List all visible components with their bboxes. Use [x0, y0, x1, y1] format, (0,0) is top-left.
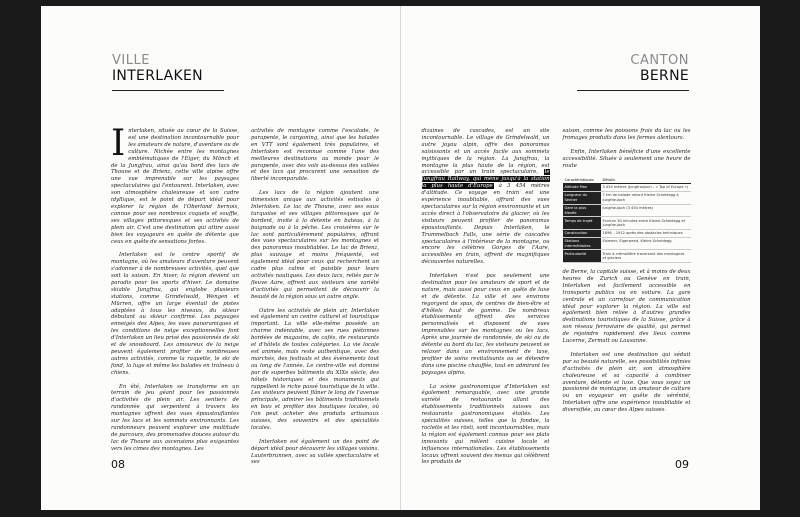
table-row — [563, 192, 691, 205]
table-key-cell: Altitude Max — [563, 184, 601, 192]
drop-cap: I — [111, 123, 126, 164]
left-kicker: VILLE — [112, 53, 150, 68]
table-key-cell: Stations intermédiaires — [563, 237, 601, 250]
right-page-number: 09 — [675, 458, 689, 471]
left-column-1 — [111, 123, 240, 459]
table-header-cell: Caractéristiques — [563, 176, 601, 183]
paragraph: activités de montagne comme l'escalade, le parapente, le canyoning, ainsi que les balades en VTT sont également très populaires, et Interlaken est reconnue comme l'une des meilleures destinations au monde pour le parapente, avec des vols au-dessus des vallées et des lacs qui procurent une sensation de liberté incomparable. — [251, 128, 379, 183]
left-title-rule — [112, 90, 224, 91]
paragraph: dizaines de cascades, est un site incontournable. Le village de Grindelwald, un autre joyau alpin, offre des panoramas saisissants et un accès facile aux sommets mythiques de la région. La Jungfrau, la montagne la plus haute de la région, est accessible par un train spectaculaire, le Jungfrau Railway, qui mène jusqu'à la station la plus haute d'Europe à 3 454 mètres d'altitude. Ce voyage en train est une expérience inoubliable, offrant des vues spectaculaires sur la région environnante et un accès direct à l'observatoire du glacier, où les visiteurs peuvent profiter de panoramas époustouflants. Depuis Interlaken, le Trummelbach Falls, une série de cascades spectaculaires à l'intérieur de la montagne, ou encore les célèbres Gorges de l'Aare, accessibles en train, offrent de magnifiques découvertes naturelles. — [421, 128, 550, 266]
table-value-cell: Environ 30 minutes entre Kleine Scheidegg et Jungfraujoch — [601, 217, 691, 230]
table-row — [563, 184, 691, 192]
right-title-rule — [577, 90, 689, 91]
paragraph: Interlaken est également un des point de départ idéal pour découvrir les villages voisins. Lauterbrunnen, avec sa vallée spectaculaire et ses — [251, 438, 379, 466]
table-key-cell: Particularité — [563, 250, 601, 263]
right-page — [400, 6, 761, 510]
table-key-cell: Temps de trajet — [563, 217, 601, 230]
table-value-cell: 3 454 mètres (Jungfraujoch – « Top of Europe ») — [601, 184, 691, 192]
table-value-cell: Eismeer, Eigerwand, Kleine Scheidegg — [601, 237, 691, 250]
table-row — [563, 204, 691, 217]
info-table — [563, 176, 691, 263]
left-title: INTERLAKEN — [112, 68, 203, 84]
paragraph: La scène gastronomique d'Interlaken est également remarquable, avec une grande variété de restaurants allant des établissements traditionnels suisses aux restaurants gastronomiques étoilés. Les spécialités suisses, telles que la fondue, la raclette et les rösti, sont incontournables, mais la région est également connue pour ses plats innovants qui mêlent cuisine locale et influences internationales. Les établissements locaux offrent souvent des menus qui célèbrent les produits de — [421, 383, 550, 466]
paragraph: Interlaken, située au cœur de la Suisse, est une destination incontournable pour les amateurs de nature, d'aventure ou de culture. Nichée entre les montagnes emblématiques de l'Eiger, du Mönch et de la Jungfrau, ainsi qu'au bord des lacs de Thoune et de Brienz, cette ville alpine offre une vue imprenable sur les paysages spectaculaires qui l'entourent. Interlaken, avec son atmosphère chaleureuse et son cadre idyllique, est le point de départ idéal pour explorer la région de l'Oberland bernois, connue pour ses nombreux coquets et souffle, ses villages pittoresques et ses activités de plein air. C'est une destination qui attire aussi bien les voyageurs en quête de détente que ceux en quête de sensations fortes. — [111, 123, 240, 245]
magazine-spread — [41, 6, 760, 510]
table-header-row — [563, 176, 691, 183]
paragraph: saison, comme les poissons frais du lac ou les fromages produits dans les fermes alentours. — [562, 128, 691, 141]
right-title: BERNE — [640, 68, 689, 84]
left-page-number: 08 — [111, 458, 125, 471]
right-column-2 — [563, 128, 691, 421]
table-value-cell: 7 km de balade reliant Kleine Scheidegg à Jungfraujoch — [601, 192, 691, 205]
table-value-cell: Train à crémaillère traversant des montagnes et glaciers — [601, 250, 691, 263]
paragraph: Outre les activités de plein air, Interlaken est également un centre culturel et touristique important. La ville elle-même possède un charme indéniable, avec ses rues piétonnes bordées de magasins, de cafés, de restaurants et d'hôtels de toutes catégories. La vie locale est animée, mais reste authentique, avec des marchés, des festivals et des événements tout au long de l'année. Le centre-ville est dominé par de superbes bâtiments du XIXe siècle, des hôtels historiques et des monuments qui rappellent le riche passé touristique de la ville. Les visiteurs peuvent flâner le long de l'avenue principale, admirer les bâtiments traditionnels en bois et profiter des boutiques locales, où l'on peut acheter des produits artisanaux suisses, des souvenirs et des spécialités locales. — [251, 307, 379, 431]
table-row — [563, 237, 691, 250]
paragraph: Interlaken est le centre sportif de montagne, où les amateurs d'aventure peuvent s'adonner à de nombreuses activités, quel que soit la saison. En hiver, la région devient un paradis pour les sports d'hiver. Le domaine skiable Jungfrau, qui englobe plusieurs stations, comme Grindelwald, Wengen et Mürren, offre un large éventail de pistes adaptées à tous les niveaux, du skieur débutant au skieur confirmé. Les paysages enneigés des Alpes, les vues panoramiques et les conditions de neige exceptionnelles font d'Interlaken un lieu prisé des passionnés de ski et de snowboard. Les amoureux de la neige peuvent également profiter de nombreuses autres activités, comme la raquette, le ski de fond, la luge et même les balades en traîneau à chiens. — [111, 252, 239, 376]
paragraph: Les lacs de la région ajoutent une dimension unique aux activités estivales à Interlaken. Le lac de Thoune, avec ses eaux turquoise et ses villages pittoresques qui le bordent, invite à la détente en bateau, à la baignade ou à la pêche. Les croisières sur le lac sont particulièrement populaires, offrant des vues spectaculaires sur les montagnes et des panoramas inoubliables. Le lac de Brienz, plus sauvage et moins fréquenté, est également idéal pour ceux qui recherchent un cadre plus calme et paisible pour leurs activités nautiques. Les deux lacs, reliés par le fleuve Aare, offrent aux visiteurs une variété d'activités qui permettent de découvrir la beauté de la région sous un autre angle. — [251, 190, 379, 300]
table-row — [563, 217, 691, 230]
table-value-cell: 1896 – 1912 après des obstacles techniques — [601, 229, 691, 237]
right-column-1 — [422, 128, 550, 473]
table-header-cell: Détails — [601, 176, 691, 183]
table-key-cell: Gare la plus élevée — [563, 204, 601, 217]
paragraph: Enfin, Interlaken bénéficie d'une excellente accessibilité. Située à seulement une heure de route — [562, 148, 691, 169]
table-row — [563, 229, 691, 237]
table-key-cell: Longueur du Sentier — [563, 192, 601, 205]
highlighted-text: le Jungfrau Railway, qui mène jusqu'à la station la plus haute d'Europe — [421, 169, 550, 190]
table-value-cell: Jungfraujoch (3 454 mètres) — [601, 204, 691, 217]
paragraph: En été, Interlaken se transforme en un terrain de jeu géant pour les passionnés d'activités de plein air. Les sentiers de randonnée qui serpentent à travers les montagnes offrent des vues époustouflantes sur les lacs et les sommets environnants. Les randonneurs peuvent explorer une multitude de parcours, des promenades douces autour du lac de Thoune aux ascensions plus exigeantes vers les cimes des montagnes. Les — [111, 383, 239, 452]
paragraph: Interlaken n'est pas seulement une destination pour les amateurs de sport et de nature, mais aussi pour ceux en quête de luxe et de détente. La ville et ses environs regorgent de spas, de centres de bien-être et d'hôtels haut de gamme. De nombreux établissements offrent des services personnalisés et disposent de vues imprenables sur les montagnes ou les lacs. Après une journée de randonnée, de ski ou de détente au bord du lac, les visiteurs peuvent se relaxer dans un environnement de luxe, profiter de soins revitalisants ou se détendre dans une piscine chauffée, tout en admirant les paysages alpins. — [421, 273, 550, 376]
table-key-cell: Construction — [563, 229, 601, 237]
right-kicker: CANTON — [630, 53, 689, 68]
left-column-2 — [251, 128, 379, 473]
left-page — [41, 6, 400, 510]
paragraph: de Berne, la capitale suisse, et à moins de deux heures de Zurich ou Genève en train, Interlaken est facilement accessible en transports publics ou en voiture. La gare centrale et un carrefour de communication idéal pour explorer la région. La ville est également bien reliée à d'autres grandes destinations touristiques de la Suisse, grâce à son réseau ferroviaire de qualité, qui permet de rejoindre rapidement des lieux comme Lucerne, Zermatt ou Lausanne. — [562, 269, 691, 345]
paragraph: Interlaken est une destination qui séduit par sa beauté naturelle, ses possibilités infinies d'activités de plein air, son atmosphère chaleureuse et sa capacité à combiner aventure, détente et luxe. Que vous soyez un passionné de montagne, un amateur de culture ou un voyageur en quête de sérénité, Interlaken offre une expérience inoubliable et diversifiée, au cœur des Alpes suisses. — [562, 351, 691, 414]
table-row — [563, 250, 691, 263]
